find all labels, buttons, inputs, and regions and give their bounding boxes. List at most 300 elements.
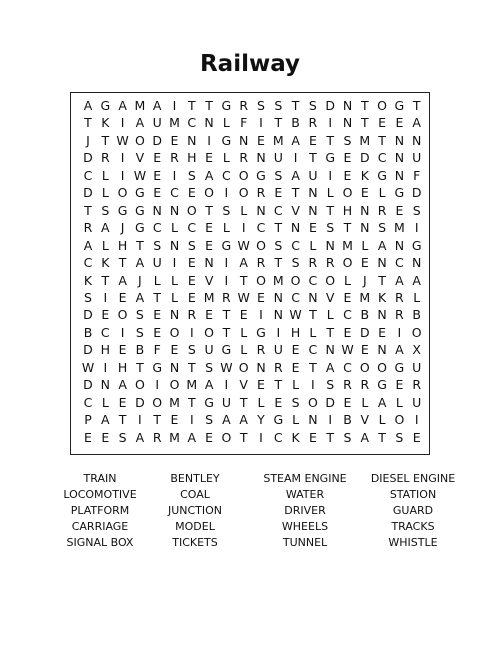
- grid-letter: R: [222, 289, 231, 305]
- grid-letter: F: [240, 115, 248, 131]
- grid-letter: I: [397, 324, 402, 340]
- grid-letter: N: [325, 342, 335, 358]
- grid-letter: G: [325, 150, 336, 166]
- grid-letter: C: [187, 115, 197, 131]
- grid-letter: S: [222, 202, 231, 218]
- grid-row: [79, 429, 425, 446]
- grid-letter: E: [274, 185, 283, 201]
- grid-letter: R: [83, 220, 93, 236]
- grid-letter: G: [135, 202, 145, 218]
- grid-letter: L: [153, 272, 161, 288]
- grid-letter: O: [117, 307, 128, 323]
- grid-letter: O: [169, 324, 180, 340]
- grid-letter: U: [308, 167, 318, 183]
- grid-letter: G: [394, 359, 405, 375]
- grid-letter: L: [222, 150, 230, 166]
- grid-letter: I: [328, 412, 333, 428]
- grid-letter: E: [153, 324, 162, 340]
- grid-letter: E: [291, 359, 300, 375]
- grid-letter: L: [326, 307, 334, 323]
- grid-letter: D: [83, 377, 93, 393]
- grid-letter: T: [309, 307, 317, 323]
- grid-letter: I: [120, 324, 125, 340]
- grid-letter: E: [378, 115, 387, 131]
- grid-letter: L: [101, 185, 109, 201]
- grid-letter: I: [138, 412, 142, 428]
- grid-letter: G: [411, 237, 422, 253]
- grid-letter: A: [187, 429, 197, 445]
- grid-letter: L: [171, 272, 178, 288]
- grid-letter: P: [84, 412, 92, 428]
- grid-letter: E: [308, 132, 317, 148]
- grid-letter: M: [134, 98, 146, 113]
- grid-letter: O: [238, 359, 249, 375]
- grid-letter: E: [205, 307, 214, 323]
- grid-row: [79, 149, 425, 166]
- grid-letter: J: [120, 220, 125, 236]
- grid-letter: O: [134, 132, 145, 148]
- grid-letter: K: [83, 272, 93, 288]
- grid-letter: S: [395, 429, 404, 445]
- grid-letter: W: [116, 132, 129, 148]
- grid-letter: R: [308, 115, 318, 131]
- grid-letter: B: [343, 412, 352, 428]
- grid-letter: O: [204, 324, 215, 340]
- grid-row: [79, 341, 425, 358]
- grid-letter: E: [118, 342, 127, 358]
- grid-letter: E: [187, 289, 196, 305]
- grid-letter: S: [84, 289, 92, 305]
- grid-letter: I: [293, 150, 298, 166]
- grid-letter: O: [359, 359, 370, 375]
- grid-letter: N: [256, 150, 266, 166]
- grid-letter: N: [325, 237, 335, 253]
- grid-letter: O: [186, 202, 197, 218]
- grid-letter: G: [394, 185, 405, 201]
- grid-letter: E: [187, 272, 196, 288]
- grid-letter: M: [169, 429, 180, 445]
- grid-letter: W: [237, 289, 250, 305]
- grid-letter: O: [238, 185, 249, 201]
- grid-letter: E: [343, 167, 352, 183]
- grid-letter: R: [273, 359, 283, 375]
- grid-letter: E: [360, 255, 369, 271]
- grid-letter: L: [101, 167, 109, 183]
- grid-letter: S: [308, 98, 317, 113]
- word-list-item: TUNNEL: [282, 536, 328, 549]
- grid-letter: I: [224, 377, 229, 393]
- grid-letter: E: [205, 429, 214, 445]
- grid-row: [79, 411, 425, 428]
- word-list-item: SIGNAL BOX: [66, 536, 134, 549]
- grid-letter: L: [222, 220, 230, 236]
- grid-letter: S: [343, 429, 352, 445]
- grid-letter: N: [342, 115, 353, 131]
- word-list-item: PLATFORM: [70, 504, 130, 517]
- grid-letter: O: [204, 185, 215, 201]
- grid-letter: N: [377, 342, 387, 358]
- grid-letter: A: [239, 255, 248, 271]
- grid-letter: B: [360, 307, 370, 323]
- grid-letter: H: [117, 237, 128, 253]
- grid-row: [79, 132, 425, 149]
- grid-letter: R: [100, 150, 110, 166]
- grid-letter: O: [256, 237, 266, 253]
- grid-letter: B: [412, 307, 421, 323]
- grid-letter: T: [309, 359, 317, 375]
- letter-grid: [70, 92, 430, 455]
- grid-letter: I: [328, 167, 333, 183]
- grid-letter: M: [393, 220, 405, 236]
- grid-letter: L: [171, 220, 178, 236]
- grid-letter: U: [412, 394, 422, 410]
- grid-letter: M: [169, 115, 180, 131]
- grid-letter: L: [361, 237, 369, 253]
- grid-letter: I: [207, 132, 211, 148]
- grid-letter: T: [84, 202, 92, 218]
- grid-letter: E: [308, 220, 317, 236]
- grid-letter: F: [153, 342, 161, 358]
- grid-letter: H: [290, 324, 301, 340]
- grid-letter: W: [133, 167, 147, 183]
- grid-letter: T: [239, 272, 248, 288]
- grid-letter: G: [377, 167, 387, 183]
- grid-letter: A: [118, 98, 127, 113]
- grid-letter: S: [187, 167, 196, 183]
- grid-row: [79, 202, 425, 219]
- grid-letter: I: [120, 115, 125, 131]
- grid-letter: S: [101, 202, 110, 218]
- grid-letter: U: [204, 342, 214, 358]
- grid-letter: N: [169, 359, 180, 375]
- grid-row: [79, 306, 425, 323]
- grid-letter: I: [224, 185, 229, 201]
- grid-letter: L: [292, 412, 300, 428]
- grid-letter: U: [273, 342, 283, 358]
- grid-letter: D: [411, 185, 422, 201]
- grid-letter: G: [273, 412, 284, 428]
- grid-letter: E: [343, 324, 352, 340]
- word-list-item: TRACKS: [391, 520, 435, 533]
- grid-letter: R: [187, 307, 197, 323]
- grid-letter: C: [83, 394, 93, 410]
- grid-letter: T: [118, 412, 127, 428]
- grid-letter: A: [360, 429, 370, 445]
- grid-letter: D: [359, 324, 370, 340]
- grid-letter: A: [135, 255, 145, 271]
- grid-letter: C: [343, 307, 352, 323]
- grid-letter: C: [187, 220, 197, 236]
- grid-letter: C: [308, 342, 318, 358]
- grid-letter: L: [240, 324, 248, 340]
- grid-letter: S: [343, 132, 352, 148]
- grid-letter: V: [325, 289, 335, 305]
- grid-letter: L: [361, 394, 369, 410]
- grid-letter: O: [134, 377, 145, 393]
- grid-letter: D: [135, 394, 145, 410]
- grid-letter: A: [204, 377, 214, 393]
- grid-letter: C: [83, 255, 93, 271]
- word-list-item: GUARD: [392, 504, 434, 517]
- grid-letter: T: [222, 307, 231, 323]
- grid-letter: A: [377, 394, 387, 410]
- grid-letter: C: [377, 150, 387, 166]
- grid-letter: N: [100, 377, 110, 393]
- grid-letter: E: [378, 324, 387, 340]
- grid-letter: T: [274, 220, 283, 236]
- grid-letter: L: [344, 272, 351, 288]
- grid-letter: S: [274, 167, 283, 183]
- grid-letter: A: [239, 412, 248, 428]
- word-list-item: DIESEL ENGINE: [370, 472, 456, 485]
- grid-letter: M: [342, 237, 353, 253]
- grid-letter: E: [187, 255, 196, 271]
- grid-letter: N: [394, 167, 405, 183]
- grid-letter: G: [221, 237, 232, 253]
- grid-letter: K: [360, 167, 369, 183]
- grid-letter: O: [169, 377, 180, 393]
- grid-letter: W: [81, 359, 95, 375]
- grid-letter: A: [291, 167, 300, 183]
- grid-letter: E: [412, 429, 421, 445]
- grid-letter: A: [377, 237, 387, 253]
- grid-letter: N: [308, 412, 318, 428]
- grid-letter: S: [187, 237, 196, 253]
- grid-letter: N: [308, 202, 318, 218]
- grid-letter: A: [118, 377, 127, 393]
- grid-letter: G: [256, 167, 266, 183]
- grid-letter: R: [412, 377, 422, 393]
- grid-letter: C: [100, 324, 110, 340]
- grid-letter: I: [172, 98, 177, 113]
- grid-letter: A: [135, 429, 145, 445]
- grid-letter: C: [256, 220, 266, 236]
- grid-letter: T: [153, 412, 161, 428]
- grid-letter: I: [120, 150, 125, 166]
- grid-letter: E: [360, 185, 369, 201]
- grid-letter: T: [326, 429, 334, 445]
- grid-letter: G: [152, 359, 163, 375]
- word-list-item: TICKETS: [172, 536, 218, 549]
- grid-letter: D: [152, 132, 162, 148]
- grid-letter: F: [413, 167, 421, 183]
- grid-letter: E: [291, 342, 300, 358]
- grid-letter: U: [221, 394, 231, 410]
- grid-letter: O: [325, 272, 336, 288]
- grid-letter: R: [395, 289, 404, 305]
- grid-letter: R: [239, 150, 249, 166]
- grid-letter: N: [290, 220, 301, 236]
- grid-letter: H: [100, 342, 110, 358]
- grid-letter: K: [377, 289, 387, 305]
- grid-letter: I: [414, 412, 419, 428]
- grid-letter: G: [135, 185, 145, 201]
- grid-letter: E: [205, 220, 214, 236]
- grid-letter: I: [311, 377, 315, 393]
- grid-letter: B: [291, 115, 300, 131]
- grid-letter: S: [205, 412, 214, 428]
- grid-letter: S: [135, 307, 144, 323]
- grid-letter: M: [359, 289, 371, 305]
- grid-letter: U: [152, 115, 162, 131]
- grid-letter: A: [135, 115, 145, 131]
- puzzle-title: Railway: [199, 51, 301, 77]
- grid-letter: A: [412, 115, 421, 131]
- grid-letter: C: [291, 289, 300, 305]
- grid-row: [79, 114, 425, 131]
- grid-letter: O: [394, 412, 405, 428]
- grid-letter: T: [360, 115, 369, 131]
- grid-letter: R: [360, 377, 370, 393]
- grid-letter: N: [394, 150, 405, 166]
- grid-letter: V: [291, 202, 300, 218]
- grid-letter: R: [343, 377, 352, 393]
- grid-letter: L: [378, 185, 386, 201]
- grid-letter: C: [83, 167, 93, 183]
- grid-letter: T: [205, 202, 213, 218]
- grid-letter: R: [170, 150, 179, 166]
- grid-letter: A: [325, 359, 335, 375]
- grid-row: [79, 359, 425, 376]
- grid-letter: M: [186, 377, 198, 393]
- grid-letter: L: [413, 289, 421, 305]
- grid-letter: L: [309, 324, 317, 340]
- grid-letter: S: [326, 220, 335, 236]
- grid-letter: A: [395, 272, 404, 288]
- grid-letter: E: [395, 202, 404, 218]
- grid-letter: N: [204, 255, 214, 271]
- grid-letter: O: [307, 394, 318, 410]
- grid-letter: D: [325, 394, 335, 410]
- grid-letter: I: [224, 255, 229, 271]
- grid-letter: E: [239, 307, 248, 323]
- grid-letter: R: [256, 185, 266, 201]
- grid-letter: I: [155, 377, 160, 393]
- grid-row: [79, 219, 425, 236]
- grid-letter: A: [135, 289, 145, 305]
- grid-letter: J: [362, 272, 367, 288]
- grid-letter: T: [136, 237, 144, 253]
- grid-letter: A: [83, 237, 93, 253]
- word-list-item: STEAM ENGINE: [263, 472, 347, 485]
- grid-letter: O: [342, 255, 353, 271]
- grid-letter: C: [273, 429, 283, 445]
- grid-letter: E: [360, 342, 369, 358]
- grid-letter: R: [395, 307, 404, 323]
- grid-letter: A: [118, 272, 127, 288]
- grid-letter: S: [274, 237, 283, 253]
- grid-letter: T: [309, 150, 317, 166]
- grid-letter: E: [153, 150, 162, 166]
- grid-letter: I: [241, 220, 246, 236]
- grid-letter: O: [152, 394, 163, 410]
- grid-letter: R: [239, 98, 249, 113]
- grid-letter: N: [394, 237, 405, 253]
- grid-letter: O: [238, 167, 249, 183]
- grid-row: [79, 272, 425, 289]
- grid-letter: I: [224, 272, 229, 288]
- grid-letter: T: [101, 272, 110, 288]
- grid-letter: L: [395, 394, 403, 410]
- grid-letter: N: [412, 255, 422, 271]
- grid-letter: U: [412, 359, 422, 375]
- grid-letter: L: [309, 237, 317, 253]
- grid-letter: N: [377, 307, 387, 323]
- grid-letter: L: [257, 394, 265, 410]
- grid-letter: M: [169, 394, 180, 410]
- grid-letter: L: [292, 377, 300, 393]
- grid-letter: I: [328, 115, 333, 131]
- grid-letter: E: [395, 377, 404, 393]
- grid-letter: N: [342, 98, 353, 113]
- grid-letter: M: [359, 132, 371, 148]
- grid-letter: H: [187, 150, 197, 166]
- word-list-item: COAL: [180, 488, 210, 501]
- grid-letter: R: [325, 255, 335, 271]
- grid-letter: O: [411, 324, 422, 340]
- grid-letter: D: [83, 150, 93, 166]
- grid-letter: G: [394, 98, 405, 113]
- grid-letter: N: [394, 132, 405, 148]
- grid-letter: U: [152, 255, 162, 271]
- grid-letter: O: [117, 185, 128, 201]
- grid-letter: I: [103, 359, 108, 375]
- grid-letter: S: [187, 342, 196, 358]
- grid-letter: W: [289, 307, 302, 323]
- grid-letter: N: [204, 115, 214, 131]
- grid-letter: N: [169, 202, 180, 218]
- grid-letter: I: [172, 167, 177, 183]
- grid-letter: C: [308, 272, 318, 288]
- grid-letter: H: [117, 359, 128, 375]
- word-list-item: BENTLEY: [170, 472, 220, 485]
- grid-letter: B: [83, 324, 93, 340]
- grid-letter: T: [205, 98, 213, 113]
- grid-letter: D: [83, 185, 93, 201]
- grid-letter: T: [291, 98, 300, 113]
- grid-letter: C: [170, 185, 179, 201]
- grid-row: [79, 184, 425, 201]
- grid-letter: R: [308, 255, 318, 271]
- grid-letter: E: [274, 394, 283, 410]
- grid-letter: K: [291, 429, 300, 445]
- grid-letter: I: [120, 167, 125, 183]
- grid-letter: A: [152, 98, 162, 113]
- grid-letter: D: [83, 307, 93, 323]
- grid-letter: L: [240, 342, 248, 358]
- grid-letter: E: [118, 289, 127, 305]
- grid-letter: I: [414, 220, 419, 236]
- grid-letter: A: [291, 132, 300, 148]
- grid-letter: E: [343, 394, 352, 410]
- grid-letter: N: [256, 202, 266, 218]
- grid-letter: T: [326, 132, 334, 148]
- grid-letter: V: [204, 272, 214, 288]
- grid-letter: D: [83, 342, 93, 358]
- grid-letter: E: [205, 237, 214, 253]
- grid-letter: H: [342, 202, 353, 218]
- grid-letter: I: [259, 307, 263, 323]
- grid-letter: V: [135, 150, 145, 166]
- grid-letter: E: [257, 289, 265, 305]
- grid-letter: E: [153, 185, 162, 201]
- grid-letter: O: [377, 98, 388, 113]
- grid-row: [79, 237, 425, 254]
- grid-letter: G: [377, 377, 387, 393]
- grid-letter: M: [272, 132, 284, 148]
- grid-letter: T: [274, 255, 283, 271]
- grid-letter: N: [273, 307, 283, 323]
